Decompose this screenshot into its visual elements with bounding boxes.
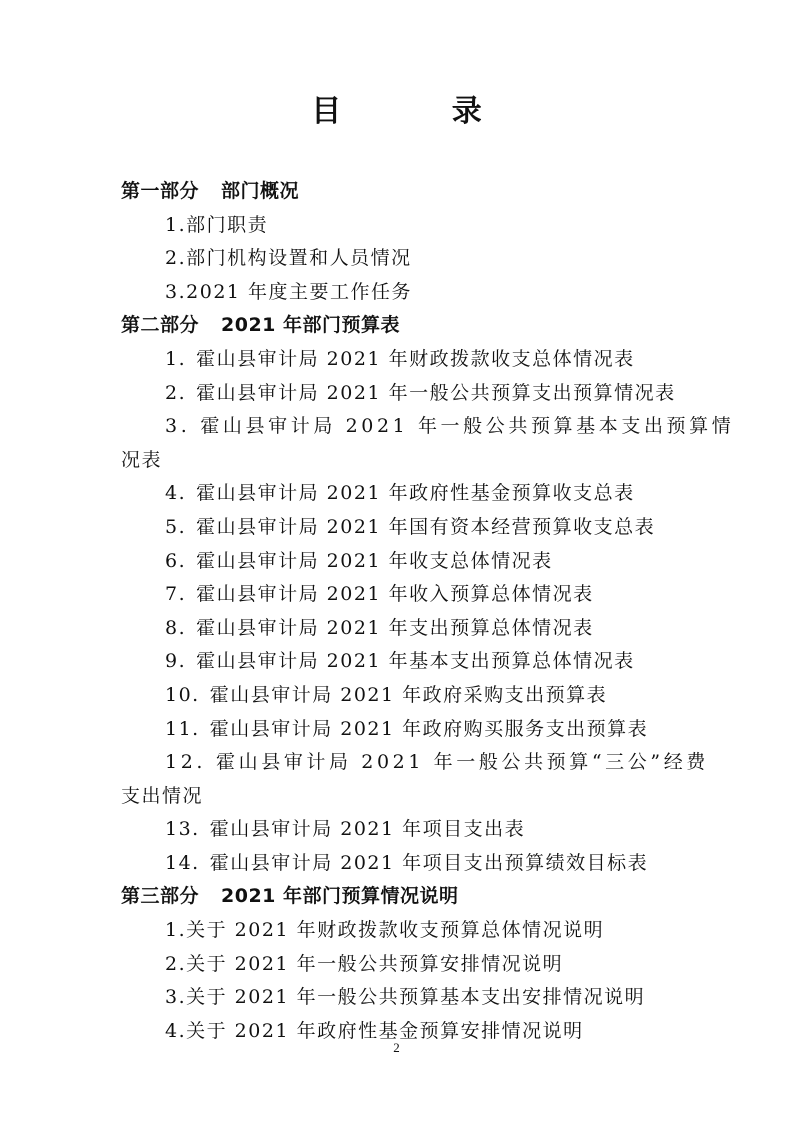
toc-item-number: 1. bbox=[165, 919, 187, 942]
toc-item-text: 关于 2021 年一般公共预算基本支出安排情况说明 bbox=[186, 986, 646, 1009]
toc-item-number: 14. bbox=[165, 851, 200, 874]
section-title: 2021 年部门预算表 bbox=[221, 314, 401, 337]
section-heading-part3[interactable] bbox=[121, 880, 677, 914]
toc-item-continuation[interactable] bbox=[121, 444, 677, 478]
toc-item-number: 2. bbox=[165, 952, 187, 975]
toc-item-number: 1. bbox=[165, 213, 187, 236]
toc-item[interactable] bbox=[121, 948, 677, 982]
toc-item-text: 霍山县审计局 2021 年项目支出预算绩效目标表 bbox=[209, 851, 649, 874]
toc-item[interactable] bbox=[121, 612, 677, 646]
toc-item-text: 关于 2021 年一般公共预算安排情况说明 bbox=[186, 952, 564, 975]
toc-item[interactable] bbox=[121, 746, 709, 780]
section-heading-part2[interactable] bbox=[121, 309, 677, 343]
toc-item-text: 霍山县审计局 2021 年政府性基金预算收支总表 bbox=[196, 482, 635, 505]
toc-item[interactable] bbox=[121, 477, 677, 511]
toc-item-number: 3. bbox=[165, 986, 187, 1009]
toc-item-number: 12. bbox=[165, 751, 207, 774]
toc-item[interactable] bbox=[121, 511, 677, 545]
toc-item[interactable] bbox=[121, 679, 677, 713]
toc-item-number: 4. bbox=[165, 482, 187, 505]
toc-item-number: 6. bbox=[165, 549, 187, 572]
toc-item-text: 霍山县审计局 2021 年项目支出表 bbox=[209, 818, 526, 841]
toc-item[interactable] bbox=[121, 410, 735, 444]
toc-item-text: 霍山县审计局 2021 年收入预算总体情况表 bbox=[196, 583, 594, 606]
section-title: 部门概况 bbox=[221, 180, 300, 202]
toc-item-number: 10. bbox=[165, 683, 200, 706]
toc-item[interactable] bbox=[121, 713, 677, 747]
toc-item-number: 2. bbox=[165, 247, 187, 270]
toc-item[interactable] bbox=[121, 343, 677, 377]
toc-item-text: 霍山县审计局 2021 年一般公共预算“三公”经费 bbox=[216, 751, 709, 774]
table-of-contents bbox=[121, 175, 735, 1048]
toc-item-number: 8. bbox=[165, 616, 187, 639]
toc-item-number: 4. bbox=[165, 1019, 187, 1042]
toc-item[interactable] bbox=[121, 578, 677, 612]
toc-item-text: 霍山县审计局 2021 年财政拨款收支总体情况表 bbox=[196, 347, 635, 370]
toc-item-text: 霍山县审计局 2021 年国有资本经营预算收支总表 bbox=[196, 515, 656, 538]
toc-item[interactable] bbox=[121, 242, 677, 276]
section-label: 第一部分 bbox=[121, 180, 200, 202]
page-title: 目 录 bbox=[311, 94, 532, 129]
toc-item[interactable] bbox=[121, 545, 677, 579]
toc-item-number: 3. bbox=[165, 415, 191, 438]
toc-item-text: 关于 2021 年政府性基金预算安排情况说明 bbox=[186, 1019, 584, 1042]
toc-item-number: 13. bbox=[165, 818, 200, 841]
toc-item[interactable] bbox=[121, 276, 677, 310]
toc-item-continuation[interactable] bbox=[121, 780, 677, 814]
toc-item-text: 霍山县审计局 2021 年收支总体情况表 bbox=[196, 549, 553, 572]
toc-item-text: 霍山县审计局 2021 年基本支出预算总体情况表 bbox=[196, 650, 635, 673]
section-title: 2021 年部门预算情况说明 bbox=[221, 885, 459, 908]
toc-item[interactable] bbox=[121, 209, 677, 243]
section-label: 第二部分 bbox=[121, 314, 200, 337]
toc-item[interactable] bbox=[121, 981, 677, 1015]
section-label: 第三部分 bbox=[121, 885, 200, 908]
page-number: 2 bbox=[393, 1040, 400, 1055]
toc-item-number: 9. bbox=[165, 650, 187, 673]
toc-item-text: 支出情况 bbox=[121, 784, 204, 807]
section-heading-part1[interactable] bbox=[121, 175, 677, 209]
toc-item-number: 5. bbox=[165, 515, 187, 538]
toc-item-text: 霍山县审计局 2021 年政府购买服务支出预算表 bbox=[209, 717, 649, 740]
toc-item-text: 霍山县审计局 2021 年一般公共预算基本支出预算情 bbox=[200, 415, 735, 438]
toc-item-text: 关于 2021 年财政拨款收支预算总体情况说明 bbox=[186, 919, 605, 942]
toc-item-number: 1. bbox=[165, 347, 187, 370]
toc-item-number: 11. bbox=[165, 717, 200, 740]
toc-item-number: 7. bbox=[165, 583, 187, 606]
toc-item[interactable] bbox=[121, 914, 677, 948]
toc-item-text: 2021 年度主要工作任务 bbox=[186, 280, 413, 303]
toc-item-text: 霍山县审计局 2021 年政府采购支出预算表 bbox=[209, 683, 608, 706]
toc-item-text: 霍山县审计局 2021 年一般公共预算支出预算情况表 bbox=[196, 381, 676, 404]
toc-item-text: 况表 bbox=[121, 448, 163, 471]
toc-item[interactable] bbox=[121, 847, 677, 881]
toc-item[interactable] bbox=[121, 377, 677, 411]
toc-item-text: 霍山县审计局 2021 年支出预算总体情况表 bbox=[196, 616, 594, 639]
toc-item[interactable] bbox=[121, 645, 677, 679]
toc-item-number: 2. bbox=[165, 381, 187, 404]
toc-item-text: 部门职责 bbox=[186, 213, 269, 236]
toc-item[interactable] bbox=[121, 813, 677, 847]
toc-item-text: 部门机构设置和人员情况 bbox=[186, 247, 412, 270]
toc-item-number: 3. bbox=[165, 280, 187, 303]
